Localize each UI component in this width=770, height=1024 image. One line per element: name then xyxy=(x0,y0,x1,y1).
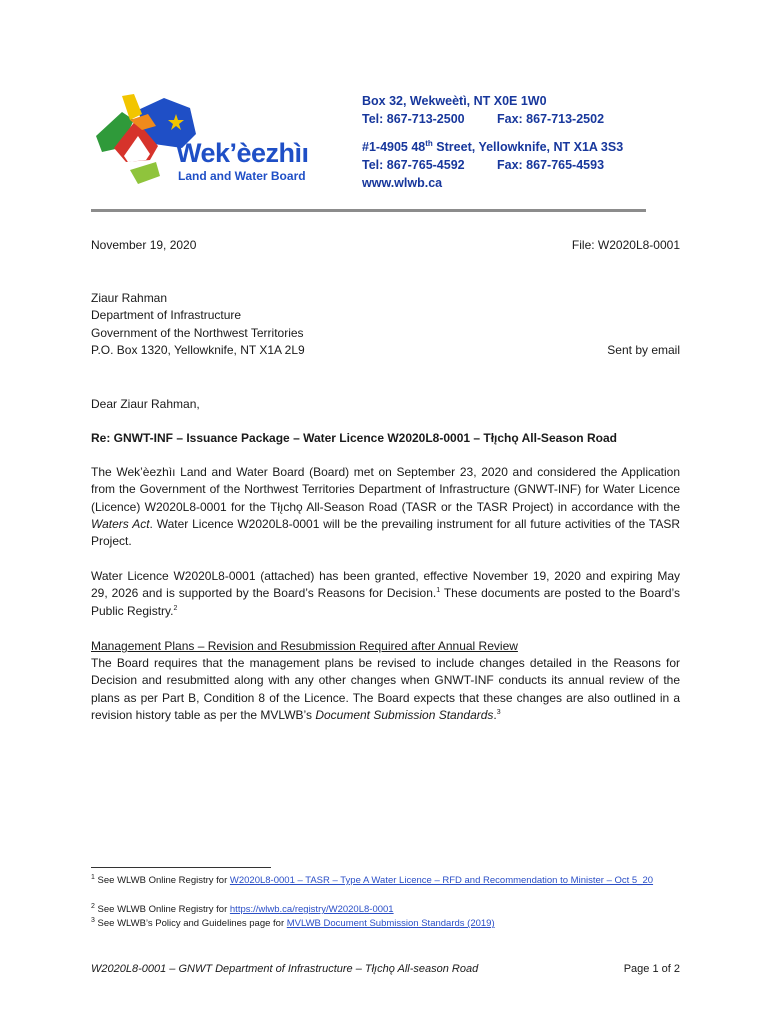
paragraph-board-meeting xyxy=(91,464,680,550)
phone-line-1 xyxy=(362,110,662,128)
logo-org-subtitle: Land and Water Board xyxy=(178,169,306,183)
footnote-ref-3[interactable]: 3 xyxy=(496,708,501,716)
file-reference: File: W2020L8-0001 xyxy=(571,238,680,252)
recipient-name: Ziaur Rahman xyxy=(91,291,168,305)
tel-2: Tel: 867-765-4592 xyxy=(362,158,465,172)
address2-pre: #1-4905 48 xyxy=(362,140,426,154)
p2-text-b: These documents are posted to the Board’s Public Registry. xyxy=(91,586,680,618)
p3-text-a: The Board requires that the management plans be revised to include changes detailed in the Reasons for Decision and resubmitted along with any other changes when GNWT-INF conducts its annual review of the plans as per Part B, Condition 8 of the Licence. The Board expects that these changes are also outlined in a revision history table as per the MVLWB’s xyxy=(91,656,680,722)
phone-line-2 xyxy=(362,156,662,174)
letter-date: November 19, 2020 xyxy=(91,238,197,252)
footnote-2-link[interactable]: https://wlwb.ca/registry/W2020L8-0001 xyxy=(229,904,394,915)
address-line-2 xyxy=(362,138,662,156)
footnote-1 xyxy=(91,874,681,888)
p1-text-a: The Wek’èezhìı Land and Water Board (Board) met on September 23, 2020 and considered the Application from the Government of the Northwest Territories Department of Infrastructure (GNWT-INF) for Water Licence (Licence) W2020L8-0001 for the Tłı̨chǫ All-Season Road (TASR or the TASR Project) in accordance with the xyxy=(91,465,680,514)
page-number: Page 1 of 2 xyxy=(623,963,680,975)
fax-2: Fax: 867-765-4593 xyxy=(497,158,605,172)
delivery-method: Sent by email xyxy=(607,343,680,357)
organization-logo xyxy=(86,90,326,190)
footnote-ref-1[interactable]: 1 xyxy=(436,587,441,595)
footnote-3 xyxy=(91,917,691,931)
p1-italic: Waters Act xyxy=(91,516,150,531)
logo-green-foot xyxy=(130,162,160,184)
p3-italic: Document Submission Standards xyxy=(315,707,494,722)
section-heading: Management Plans – Revision and Resubmission Required after Annual Review xyxy=(91,639,518,653)
paragraph-management-plans xyxy=(91,655,680,724)
fax-1: Fax: 867-713-2502 xyxy=(497,112,605,126)
footnote-1-num: 1 xyxy=(91,873,95,881)
footnote-3-link[interactable]: MVLWB Document Submission Standards (2019) xyxy=(286,918,495,929)
salutation: Dear Ziaur Rahman, xyxy=(91,397,200,411)
address2-sup: th xyxy=(425,138,433,148)
p2-text-a: Water Licence W2020L8-0001 (attached) has been granted, effective November 19, 2020 and expiring May 29, 2026 and is supported by the Board’s Reasons for Decision. xyxy=(91,569,680,601)
footnote-1-prefix: See WLWB Online Registry for xyxy=(94,875,230,886)
letterhead-address xyxy=(362,92,662,192)
recipient-block xyxy=(91,290,305,359)
address2-post: Street, Yellowknife, NT X1A 3S3 xyxy=(432,140,624,154)
footnote-3-num: 3 xyxy=(91,916,95,924)
page-footer-left: W2020L8-0001 – GNWT Department of Infrastructure – Tłı̨chǫ All-season Road xyxy=(91,963,479,975)
footnote-1-link[interactable]: W2020L8-0001 – TASR – Type A Water Licence – RFD and Recommendation to Minister – Oct 5_20 xyxy=(229,875,654,886)
footnote-divider xyxy=(91,867,271,868)
footnote-2-prefix: See WLWB Online Registry for xyxy=(94,904,230,915)
p3-text-b: . xyxy=(493,707,497,722)
website-link[interactable]: www.wlwb.ca xyxy=(362,176,443,190)
address-line-1: Box 32, Wekweètì, NT X0E 1W0 xyxy=(362,94,547,108)
footnote-2-num: 2 xyxy=(91,902,95,910)
footnote-2 xyxy=(91,903,691,917)
recipient-dept: Department of Infrastructure xyxy=(91,308,242,323)
footnote-3-prefix: See WLWB’s Policy and Guidelines page for xyxy=(94,918,287,929)
recipient-gov: Government of the Northwest Territories xyxy=(91,325,304,340)
recipient-address: P.O. Box 1320, Yellowknife, NT X1A 2L9 xyxy=(91,342,305,357)
logo-org-name: Wek’èezhìı xyxy=(176,138,309,168)
paragraph-licence-granted xyxy=(91,568,680,620)
p1-text-b: . Water Licence W2020L8-0001 will be the prevailing instrument for all future activities of the TASR Project. xyxy=(91,516,680,549)
footnote-ref-2[interactable]: 2 xyxy=(173,604,178,612)
header-divider xyxy=(91,209,646,212)
subject-line: Re: GNWT-INF – Issuance Package – Water Licence W2020L8-0001 – Tłı̨chǫ All-Season Road xyxy=(91,431,617,445)
tel-1: Tel: 867-713-2500 xyxy=(362,112,465,126)
